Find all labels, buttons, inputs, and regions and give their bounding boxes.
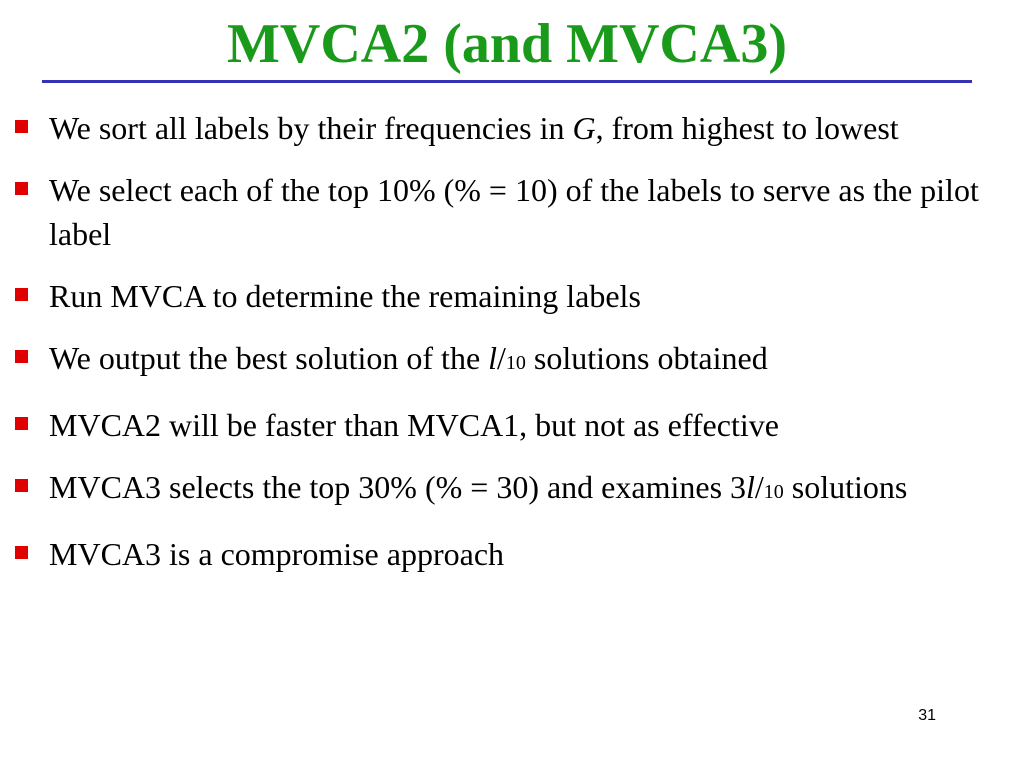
square-bullet-icon <box>15 479 28 492</box>
bullet-text: We select each of the top 10% (% = 10) of the labels to serve as the pilot label <box>49 172 979 252</box>
square-bullet-icon <box>15 120 28 133</box>
square-bullet-icon <box>15 417 28 430</box>
bullet-item-7 <box>0 532 1024 576</box>
bullet-text: MVCA3 is a compromise approach <box>49 536 505 572</box>
slide-number: 31 <box>918 707 936 724</box>
bullet-text: Run MVCA to determine the remaining labels <box>49 278 641 314</box>
square-bullet-icon <box>15 350 28 363</box>
square-bullet-icon <box>15 546 28 559</box>
bullet-text: We sort all labels by their frequencies in G, from highest to lowest <box>49 110 899 146</box>
slide-title: MVCA2 (and MVCA3) <box>227 13 787 75</box>
bullet-list <box>0 106 1024 594</box>
title-underline <box>42 80 972 83</box>
bullet-item-3 <box>0 274 1024 318</box>
square-bullet-icon <box>15 288 28 301</box>
bullet-item-2 <box>0 168 1024 256</box>
bullet-text: MVCA3 selects the top 30% (% = 30) and examines 3l/10 solutions <box>49 469 908 505</box>
bullet-item-1 <box>0 106 1024 150</box>
bullet-text: MVCA2 will be faster than MVCA1, but not as effective <box>49 407 779 443</box>
bullet-text: We output the best solution of the l/10 solutions obtained <box>49 340 768 376</box>
square-bullet-icon <box>15 182 28 195</box>
bullet-item-6 <box>0 465 1024 514</box>
bullet-item-5 <box>0 403 1024 447</box>
bullet-item-4 <box>0 336 1024 385</box>
